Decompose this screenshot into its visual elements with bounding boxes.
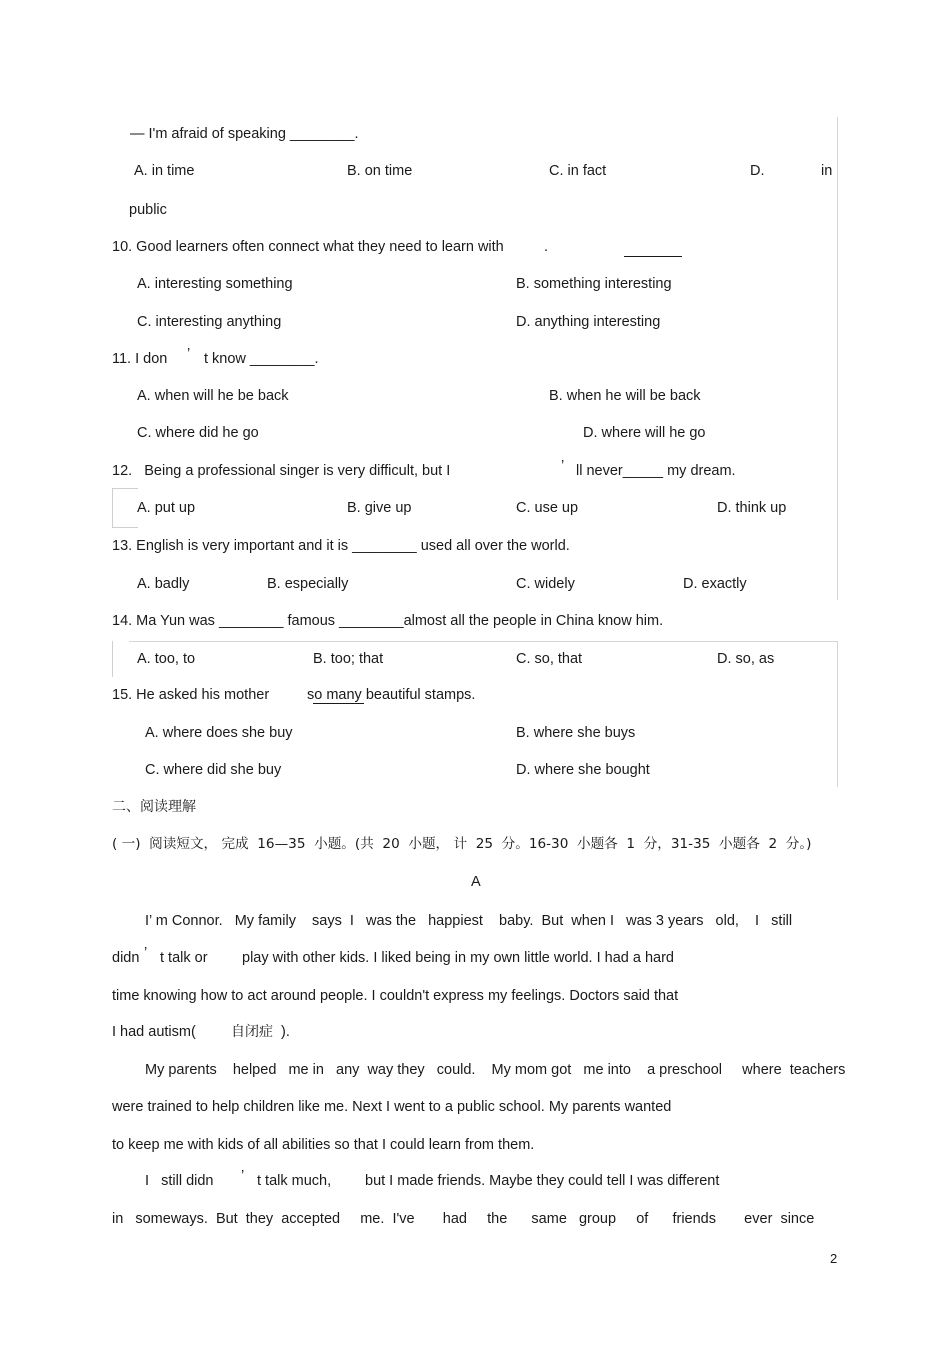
q14-option-a: A. too, to bbox=[137, 651, 196, 667]
q9-option-c: C. in fact bbox=[549, 163, 607, 179]
q9-option-d: D. bbox=[750, 163, 765, 179]
passage-p3-line2: in someways. But they accepted me. I've had the same group of friends ever since bbox=[112, 1211, 815, 1227]
q11-option-d: D. where will he go bbox=[583, 425, 706, 441]
passage-p1-line2-a: didn bbox=[112, 950, 140, 966]
passage-p2-line1: My parents helped me in any way they could. My mom got me into a preschool where teachers bbox=[145, 1062, 846, 1078]
q14-stem: 14. Ma Yun was ________ famous ________almost all the people in China know him. bbox=[112, 613, 664, 629]
right-border-line-lower bbox=[837, 641, 838, 787]
passage-p1-line4-b: 自闭症 bbox=[231, 1024, 273, 1040]
q12-option-c: C. use up bbox=[516, 500, 579, 516]
passage-p2-line3: to keep me with kids of all abilities so that I could learn from them. bbox=[112, 1137, 535, 1153]
q14-option-b: B. too; that bbox=[313, 651, 384, 667]
section-instruction: ( 一) 阅读短文， 完成 16—35 小题。(共 20 小题， 计 25 分。16-30 小题各 1 分，31-35 小题各 2 分。) bbox=[112, 836, 812, 852]
passage-p1-apostrophe: ’ bbox=[144, 945, 148, 961]
q10-option-b: B. something interesting bbox=[516, 276, 672, 292]
q11-stem-start: 11. I don bbox=[112, 351, 168, 367]
q15-option-a: A. where does she buy bbox=[145, 725, 293, 741]
left-border-box-14 bbox=[112, 641, 129, 677]
q13-option-c: C. widely bbox=[516, 576, 575, 592]
q12-option-a: A. put up bbox=[137, 500, 196, 516]
q9-option-a: A. in time bbox=[134, 163, 195, 179]
q13-option-a: A. badly bbox=[137, 576, 190, 592]
q11-option-b: B. when he will be back bbox=[549, 388, 701, 404]
q15-option-d: D. where she bought bbox=[516, 762, 650, 778]
q12-option-b: B. give up bbox=[347, 500, 412, 516]
passage-p2-line2: were trained to help children like me. Next I went to a public school. My parents wanted bbox=[112, 1099, 672, 1115]
q15-underline bbox=[313, 703, 364, 704]
q12-apostrophe: ’ bbox=[561, 458, 565, 474]
q10-option-c: C. interesting anything bbox=[137, 314, 282, 330]
q10-answer-blank bbox=[624, 256, 682, 257]
q9-option-b: B. on time bbox=[347, 163, 413, 179]
passage-p3-apostrophe: ’ bbox=[241, 1168, 245, 1184]
q11-option-a: A. when will he be back bbox=[137, 388, 289, 404]
q11-stem-end: t know ________. bbox=[204, 351, 319, 367]
q14-option-c: C. so, that bbox=[516, 651, 583, 667]
q14-option-d: D. so, as bbox=[717, 651, 775, 667]
border-top-line bbox=[129, 641, 837, 642]
q10-stem-end: . bbox=[544, 239, 549, 255]
q12-stem-start: 12. Being a professional singer is very difficult, but I bbox=[112, 463, 451, 479]
q15-option-b: B. where she buys bbox=[516, 725, 636, 741]
q9-option-d-continued: public bbox=[129, 202, 167, 218]
q12-stem-end: ll never_____ my dream. bbox=[576, 463, 736, 479]
q9-option-d-word: in bbox=[821, 163, 833, 179]
page-number: 2 bbox=[830, 1251, 838, 1266]
q11-apostrophe: ’ bbox=[187, 346, 191, 362]
q10-stem: 10. Good learners often connect what they need to learn with bbox=[112, 239, 504, 255]
q15-stem-start: 15. He asked his mother bbox=[112, 687, 270, 703]
q9-stem: — I'm afraid of speaking ________. bbox=[130, 126, 359, 142]
q12-option-d: D. think up bbox=[717, 500, 787, 516]
passage-p1-line1: I’ m Connor. My family says I was the happiest baby. But when I was 3 years old, I still bbox=[145, 913, 793, 929]
passage-p1-line4-c: ). bbox=[281, 1024, 290, 1040]
q13-option-d: D. exactly bbox=[683, 576, 747, 592]
passage-p3-line1-a: I still didn bbox=[145, 1173, 214, 1189]
passage-p1-line2-b: t talk or bbox=[160, 950, 208, 966]
q13-option-b: B. especially bbox=[267, 576, 349, 592]
left-border-box-12 bbox=[112, 488, 138, 528]
q10-option-a: A. interesting something bbox=[137, 276, 293, 292]
q15-stem-end: so many beautiful stamps. bbox=[307, 687, 476, 703]
passage-p3-line1-c: but I made friends. Maybe they could tell I was different bbox=[365, 1173, 720, 1189]
passage-p1-line3: time knowing how to act around people. I couldn't express my feelings. Doctors said that bbox=[112, 988, 679, 1004]
passage-p1-line4-a: I had autism( bbox=[112, 1024, 196, 1040]
section-heading: 二、阅读理解 bbox=[112, 799, 196, 815]
q15-option-c: C. where did she buy bbox=[145, 762, 282, 778]
q10-option-d: D. anything interesting bbox=[516, 314, 661, 330]
passage-label: A bbox=[471, 874, 481, 890]
right-border-line bbox=[837, 117, 838, 600]
q11-option-c: C. where did he go bbox=[137, 425, 259, 441]
passage-p1-line2-c: play with other kids. I liked being in my own little world. I had a hard bbox=[242, 950, 674, 966]
passage-p3-line1-b: t talk much, bbox=[257, 1173, 332, 1189]
q13-stem: 13. English is very important and it is ________ used all over the world. bbox=[112, 538, 570, 554]
